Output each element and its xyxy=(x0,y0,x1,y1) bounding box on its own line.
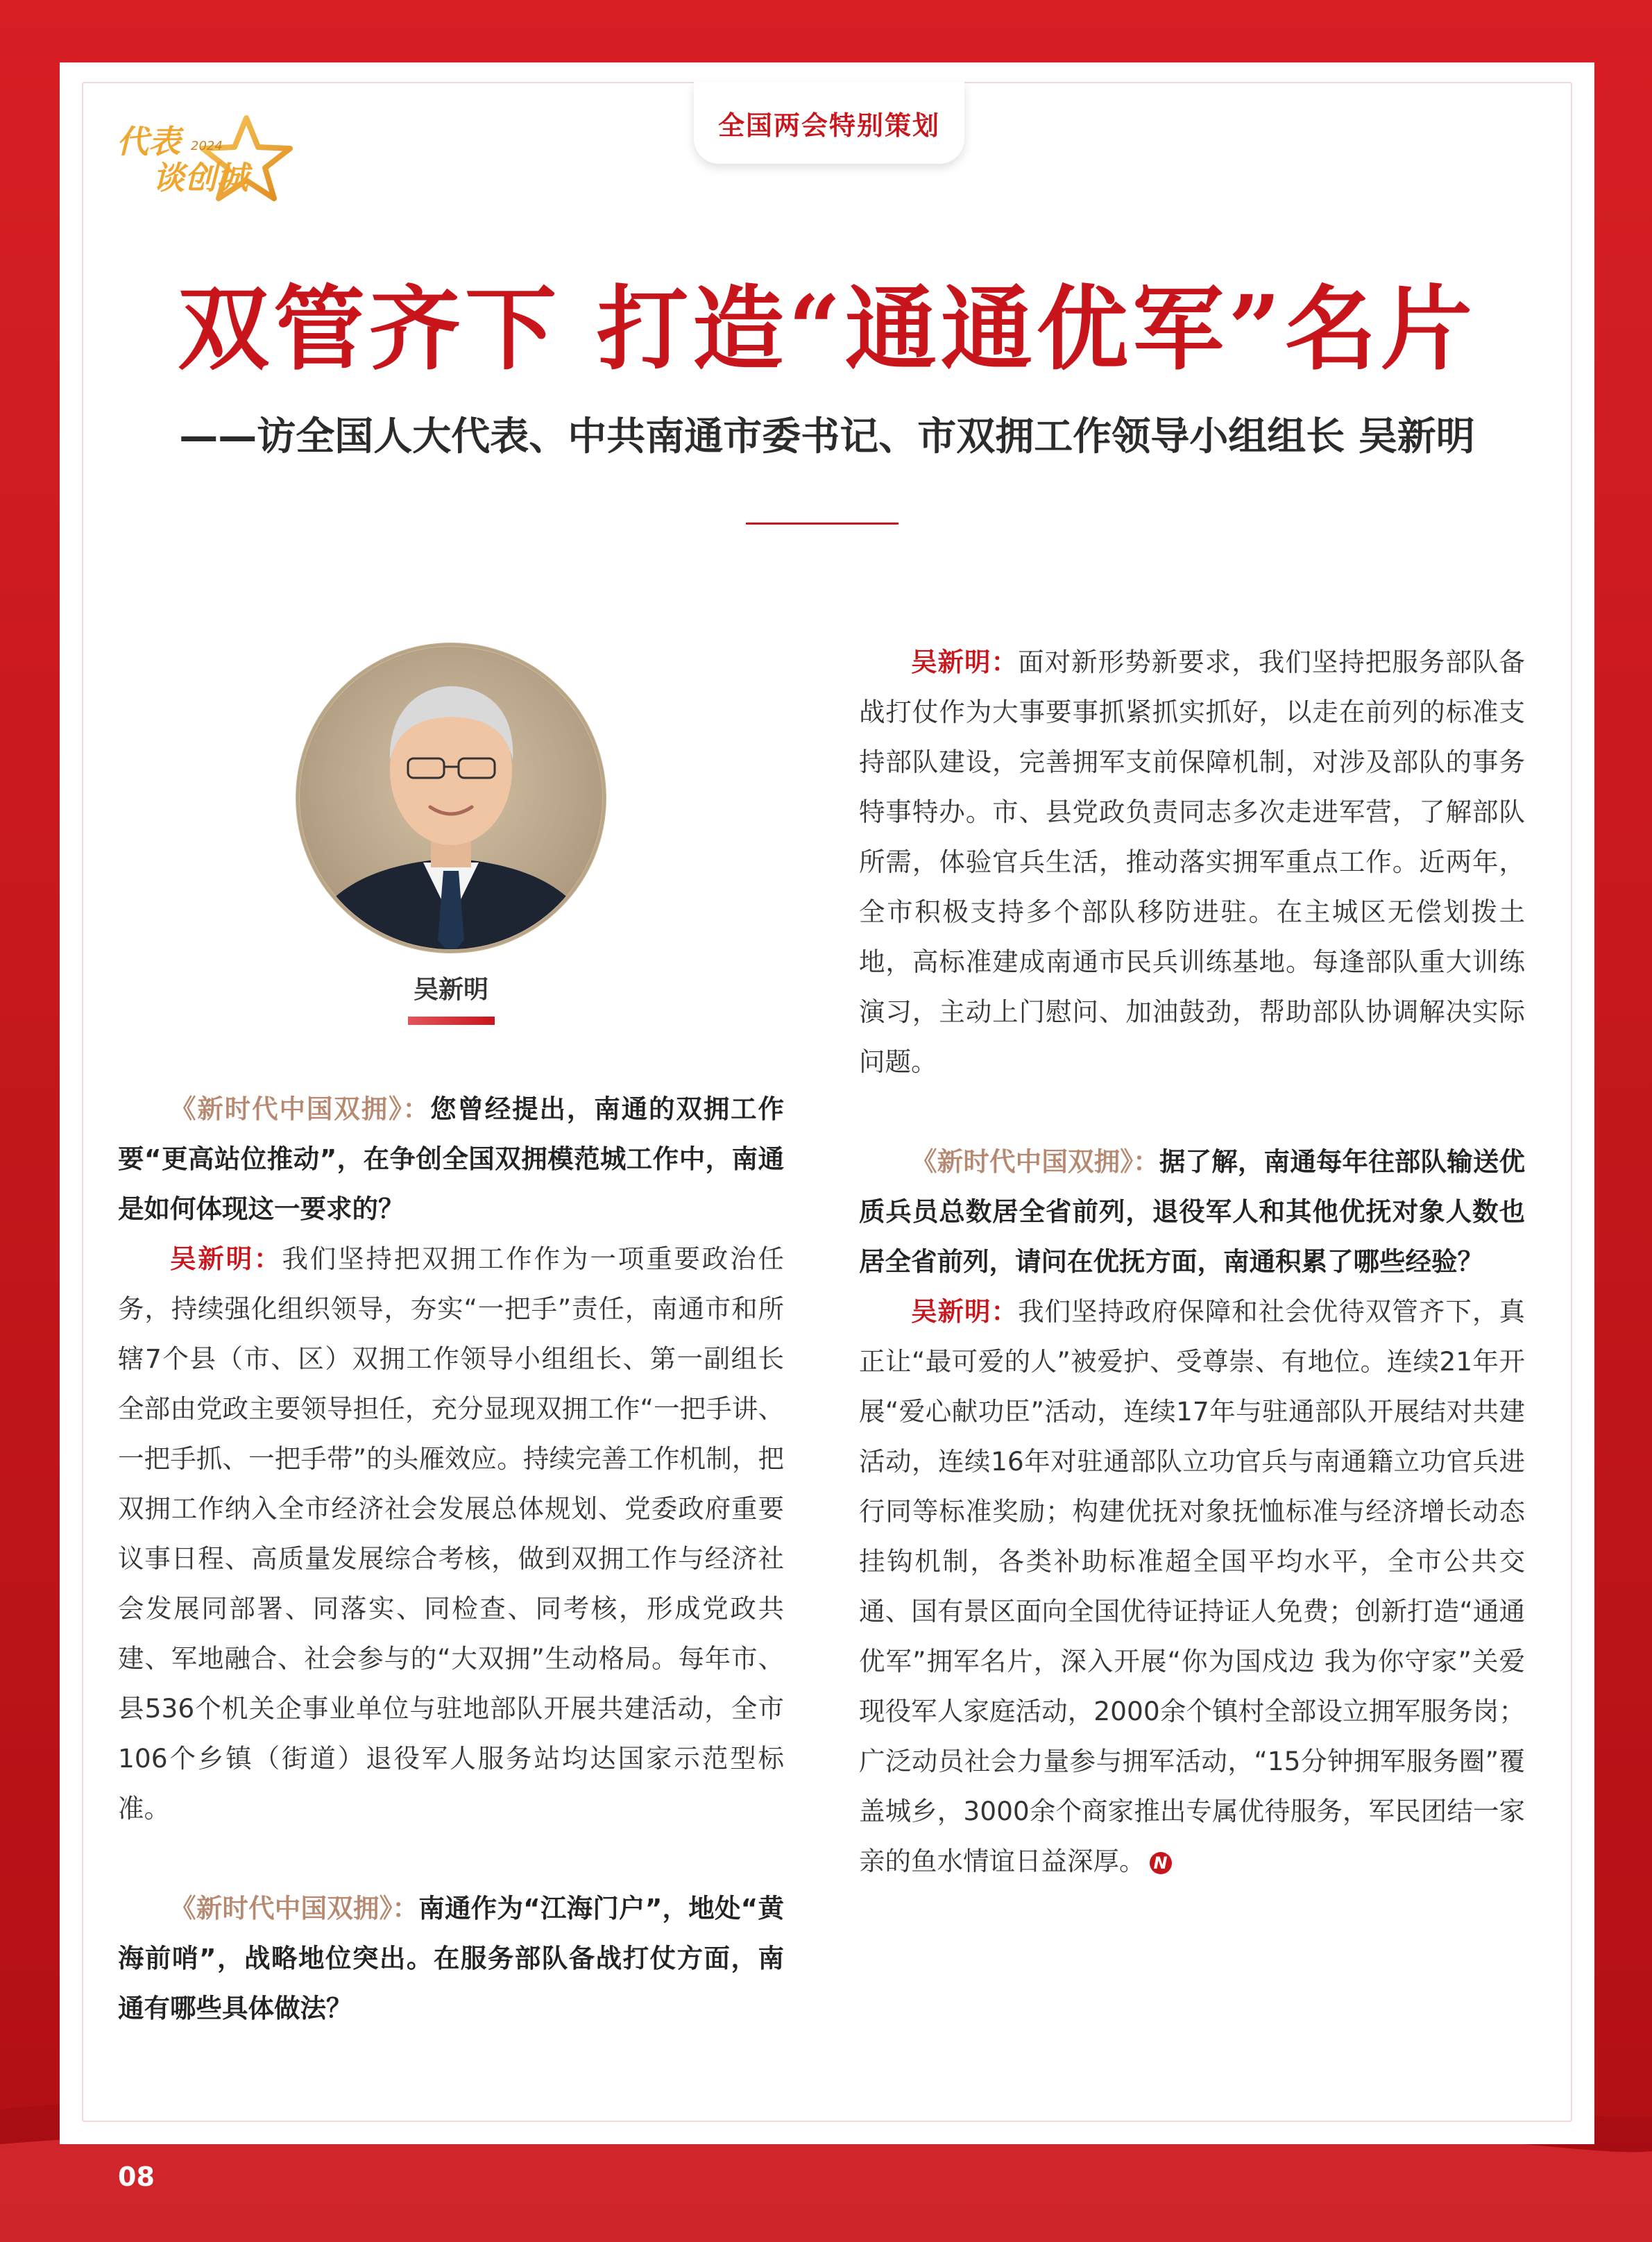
portrait-caption: 吴新明 xyxy=(413,976,488,1004)
column-logo xyxy=(104,104,298,208)
answer-3 xyxy=(859,1286,1525,1886)
question-1 xyxy=(118,1084,784,1234)
question-1-label: 《新时代中国双拥》： xyxy=(170,1094,430,1124)
answer-2-label: 吴新明： xyxy=(911,647,1019,677)
logo-text-1: 代表 xyxy=(117,123,180,160)
section-tab-label: 全国两会特别策划 xyxy=(717,110,940,141)
section-tab xyxy=(694,82,964,164)
answer-1 xyxy=(118,1234,784,1833)
article-subtitle: ——访全国人大代表、中共南通市委书记、市双拥工作领导小组组长 吴新明 xyxy=(179,414,1475,459)
left-column xyxy=(118,1084,784,2033)
question-2-label: 《新时代中国双拥》： xyxy=(170,1893,419,1923)
caption-underline xyxy=(408,1017,495,1025)
answer-1-label: 吴新明： xyxy=(170,1243,282,1274)
page-number: 08 xyxy=(118,2162,155,2192)
question-2-text: 南通作为“江海门户”，地处“黄海前哨”，战略地位突出。在服务部队备战打仗方面，南通有哪些具体做法？ xyxy=(118,1893,785,2023)
question-1-text: 您曾经提出，南通的双拥工作要“更高站位推动”，在争创全国双拥模范城工作中，南通是如何体现这一要求的？ xyxy=(118,1094,784,1224)
article-end-icon: N xyxy=(1150,1852,1172,1874)
right-column xyxy=(859,637,1525,1886)
answer-3-text: 我们坚持政府保障和社会优待双管齐下，真正让“最可爱的人”被爱护、受尊崇、有地位。连续21年开展“爱心献功臣”活动，连续17年与驻通部队开展结对共建活动，连续16年对驻通部队立功官兵与南通籍立功官兵进行同等标准奖励；构建优抚对象抚恤标准与经济增长动态挂钩机制，各类补助标准超全国平均水平，全市公共交通、国有景区面向全国优待证持证人免费；创新打造“通通优军”拥军名片，深入开展“你为国戍边 我为你守家”关爱现役军人家庭活动，2000余个镇村全部设立拥军服务岗；广泛动员社会力量参与拥军活动，“15分钟拥军服务圈”覆盖城乡，3000余个商家推出专属优待服务，军民团结一家亲的鱼水情谊日益深厚。 xyxy=(859,1296,1526,1876)
question-3-text: 据了解，南通每年往部队输送优质兵员总数居全省前列，退役军人和其他优抚对象人数也居全省前列，请问在优抚方面，南通积累了哪些经验？ xyxy=(859,1146,1526,1277)
logo-text-2: 谈创城 xyxy=(153,159,248,196)
answer-3-label: 吴新明： xyxy=(911,1296,1019,1327)
question-3 xyxy=(859,1137,1525,1286)
question-2 xyxy=(118,1883,784,2033)
title-divider xyxy=(746,523,899,525)
paragraph-gap xyxy=(859,1087,1525,1137)
paragraph-gap xyxy=(118,1833,784,1883)
article-title: 双管齐下 打造“通通优军”名片 xyxy=(178,275,1476,383)
answer-2-text: 面对新形势新要求，我们坚持把服务部队备战打仗作为大事要事抓紧抓实抓好，以走在前列的标准支持部队建设，完善拥军支前保障机制，对涉及部队的事务特事特办。市、县党政负责同志多次走进军营，了解部队所需，体验官兵生活，推动落实拥军重点工作。近两年，全市积极支持多个部队移防进驻。在主城区无偿划拨土地，高标准建成南通市民兵训练基地。每逢部队重大训练演习，主动上门慰问、加油鼓劲，帮助部队协调解决实际问题。 xyxy=(859,647,1526,1077)
answer-1-text: 我们坚持把双拥工作作为一项重要政治任务，持续强化组织领导，夯实“一把手”责任，南通市和所辖7个县（市、区）双拥工作领导小组组长、第一副组长全部由党政主要领导担任，充分显现双拥工作“一把手讲、一把手抓、一把手带”的头雁效应。持续完善工作机制，把双拥工作纳入全市经济社会发展总体规划、党委政府重要议事日程、高质量发展综合考核，做到双拥工作与经济社会发展同部署、同落实、同检查、同考核，形成党政共建、军地融合、社会参与的“大双拥”生动格局。每年市、县536个机关企事业单位与驻地部队开展共建活动，全市106个乡镇（街道）退役军人服务站均达国家示范型标准。 xyxy=(118,1243,785,1824)
question-3-label: 《新时代中国双拥》： xyxy=(911,1146,1159,1177)
logo-year: 2024 xyxy=(191,139,223,153)
answer-2 xyxy=(859,637,1525,1087)
portrait-photo xyxy=(295,642,607,954)
